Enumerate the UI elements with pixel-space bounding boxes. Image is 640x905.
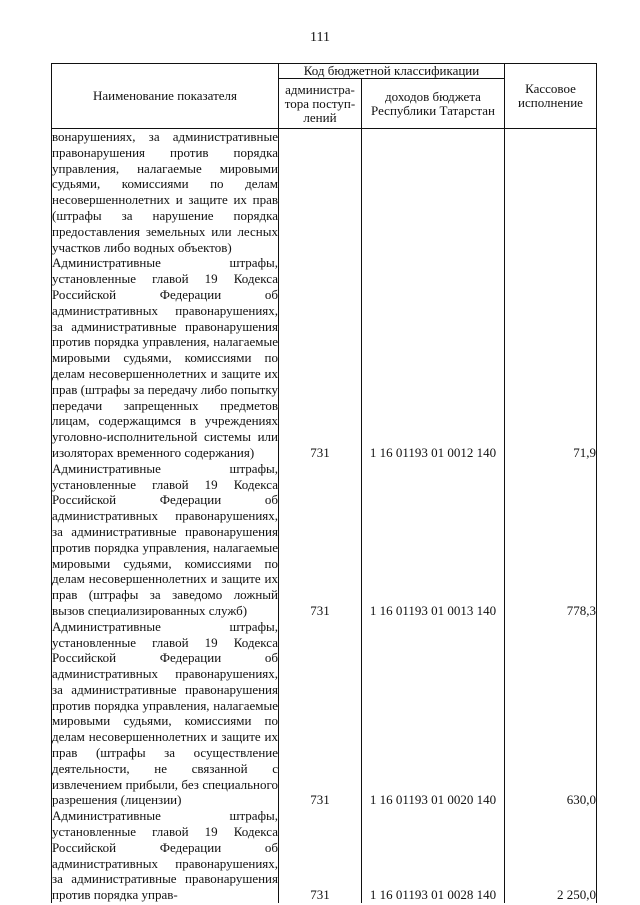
header-budget-revenue: доходов бюджета Республики Татарстан — [362, 79, 505, 129]
admin-code-cell: 731 — [279, 461, 362, 619]
admin-code-cell: 731 — [279, 255, 362, 460]
execution-amount-cell: 2 250,0 — [505, 808, 597, 903]
table-row — [52, 129, 597, 256]
table-row — [52, 255, 597, 460]
income-code-cell — [362, 129, 505, 256]
income-code-cell: 1 16 01193 01 0013 140 — [362, 461, 505, 619]
admin-code-cell: 731 — [279, 808, 362, 903]
execution-amount-cell: 778,3 — [505, 461, 597, 619]
execution-amount-cell: 71,9 — [505, 255, 597, 460]
header-cash-execution: Кассовое исполнение — [505, 64, 597, 129]
indicator-name-cell: Административные штрафы, установленные главой 19 Кодекса Российской Федерации об административных правонарушениях, за административные правонарушения против порядка управ- — [52, 808, 278, 903]
table-row — [52, 808, 597, 903]
execution-amount-cell — [505, 129, 597, 256]
budget-table — [51, 63, 597, 903]
header-budget-classification-code: Код бюджетной классификации — [279, 64, 505, 79]
indicator-name-cell: Административные штрафы, установленные главой 19 Кодекса Российской Федерации об административных правонарушениях, за административные правонарушения против порядка управления, налагаемые мировыми судьями, комиссиями по делам несовершеннолетних и защите их прав (штрафы за передачу либо попытку передачи запрещенных предметов лицам, содержащимся в учреждениях уголовно-исполнительной системы или изоляторах временного содержания) — [52, 255, 278, 460]
indicator-name-cell: вонарушениях, за административные правонарушения против порядка управления, налагаемые мировыми судьями, комиссиями по делам несовершеннолетних и защите их прав (штрафы за нарушение порядка предоставления земельных или лесных участков либо водных объектов) — [52, 129, 278, 255]
execution-amount-cell: 630,0 — [505, 619, 597, 809]
income-code-cell: 1 16 01193 01 0012 140 — [362, 255, 505, 460]
indicator-name-cell: Административные штрафы, установленные главой 19 Кодекса Российской Федерации об административных правонарушениях, за административные правонарушения против порядка управления, налагаемые мировыми судьями, комиссиями по делам несовершеннолетних и защите их прав (штрафы за осуществление деятельности, не связанной с извлечением прибыли, без специального разрешения (лицензии) — [52, 618, 278, 808]
table-row — [52, 461, 597, 619]
income-code-cell: 1 16 01193 01 0020 140 — [362, 619, 505, 809]
admin-code-cell: 731 — [279, 619, 362, 809]
indicator-name-cell: Административные штрафы, установленные главой 19 Кодекса Российской Федерации об административных правонарушениях, за административные правонарушения против порядка управления, налагаемые мировыми судьями, комиссиями по делам несовершеннолетних и защите их прав (штрафы за заведомо ложный вызов специализированных служб) — [52, 460, 278, 618]
admin-code-cell — [279, 129, 362, 256]
header-revenue-administrator: администра-тора поступ-лений — [279, 79, 362, 129]
table-row — [52, 619, 597, 809]
income-code-cell: 1 16 01193 01 0028 140 — [362, 808, 505, 903]
header-indicator-name: Наименование показателя — [52, 64, 279, 129]
page-number: 111 — [310, 30, 330, 45]
